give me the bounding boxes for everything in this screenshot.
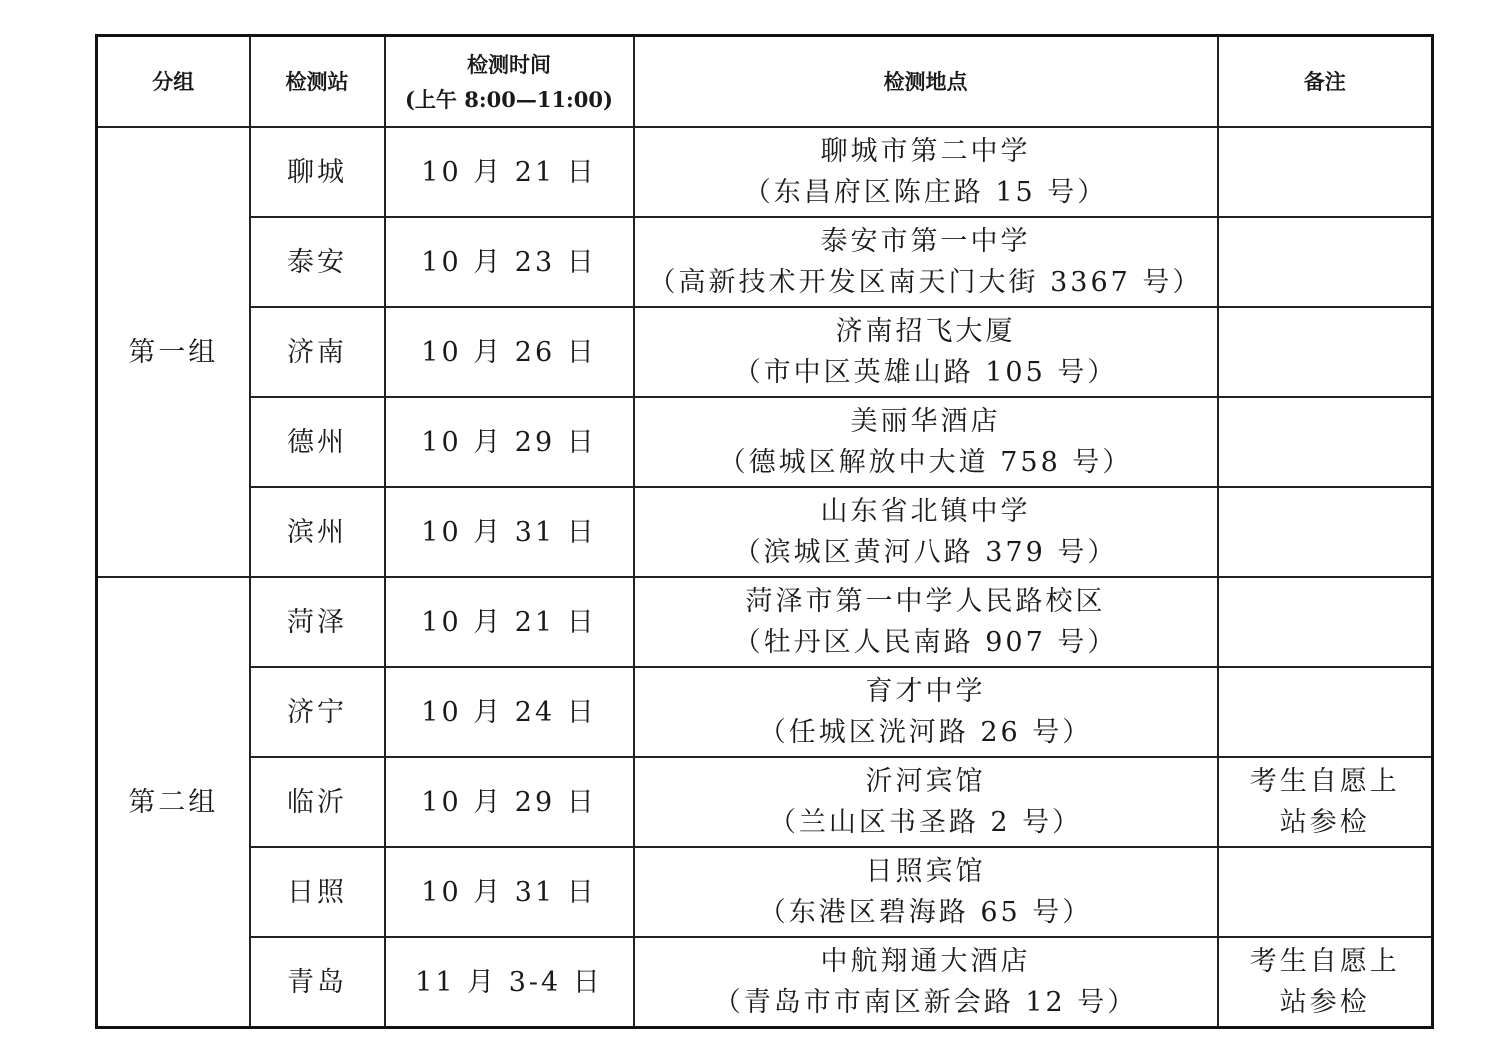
header-time (385, 36, 634, 128)
table-row (97, 307, 1433, 397)
location-cell (634, 487, 1218, 577)
station-cell: 德州 (250, 397, 385, 487)
venue-name: 济南招飞大厦 (835, 316, 1016, 347)
date-cell: 10 月 21 日 (385, 577, 634, 667)
header-location: 检测地点 (634, 36, 1218, 128)
note-line: 站参检 (1279, 807, 1370, 838)
location-cell (634, 757, 1218, 847)
note-cell (1218, 847, 1433, 937)
station-cell: 菏泽 (250, 577, 385, 667)
location-cell (634, 307, 1218, 397)
station-cell: 临沂 (250, 757, 385, 847)
table-row (97, 757, 1433, 847)
table-row (97, 577, 1433, 667)
group-name-cell: 第一组 (97, 127, 250, 577)
location-cell (634, 667, 1218, 757)
venue-name: 菏泽市第一中学人民路校区 (745, 586, 1106, 617)
note-cell (1218, 487, 1433, 577)
station-cell: 泰安 (250, 217, 385, 307)
date-cell: 11 月 3-4 日 (385, 937, 634, 1028)
table-row (97, 847, 1433, 937)
venue-address: （市中区英雄山路 105 号） (733, 357, 1118, 388)
location-cell (634, 847, 1218, 937)
station-cell: 青岛 (250, 937, 385, 1028)
venue-name: 聊城市第二中学 (820, 136, 1031, 167)
note-cell (1218, 397, 1433, 487)
note-line: 考生自愿上 (1249, 766, 1400, 797)
venue-address: （东港区碧海路 65 号） (758, 897, 1093, 928)
station-cell: 日照 (250, 847, 385, 937)
group-name-cell: 第二组 (97, 577, 250, 1028)
location-cell (634, 937, 1218, 1028)
date-cell: 10 月 26 日 (385, 307, 634, 397)
location-cell (634, 397, 1218, 487)
note-cell (1218, 937, 1433, 1028)
station-cell: 济南 (250, 307, 385, 397)
date-cell: 10 月 31 日 (385, 847, 634, 937)
venue-address: （任城区洸河路 26 号） (758, 717, 1093, 748)
table-row (97, 217, 1433, 307)
note-cell (1218, 127, 1433, 217)
exam-schedule-table (95, 34, 1434, 1029)
venue-name: 泰安市第一中学 (820, 226, 1031, 257)
table-row (97, 667, 1433, 757)
table-row (97, 487, 1433, 577)
note-cell (1218, 667, 1433, 757)
venue-address: （德城区解放中大道 758 号） (718, 447, 1133, 478)
table-row (97, 937, 1433, 1028)
note-line: 考生自愿上 (1249, 946, 1400, 977)
table-row (97, 397, 1433, 487)
date-cell: 10 月 23 日 (385, 217, 634, 307)
header-time-label: 检测时间 (467, 51, 551, 77)
venue-address: （高新技术开发区南天门大街 3367 号） (648, 267, 1203, 298)
note-cell (1218, 577, 1433, 667)
venue-name: 山东省北镇中学 (820, 496, 1031, 527)
date-cell: 10 月 24 日 (385, 667, 634, 757)
table-row (97, 127, 1433, 217)
date-cell: 10 月 29 日 (385, 397, 634, 487)
note-cell (1218, 217, 1433, 307)
header-time-range: (上午 8:00—11:00) (405, 86, 613, 112)
station-cell: 滨州 (250, 487, 385, 577)
venue-name: 沂河宾馆 (865, 766, 986, 797)
date-cell: 10 月 31 日 (385, 487, 634, 577)
venue-name: 日照宾馆 (865, 856, 986, 887)
note-line: 站参检 (1279, 987, 1370, 1018)
header-station: 检测站 (250, 36, 385, 128)
venue-address: （兰山区书圣路 2 号） (768, 807, 1083, 838)
venue-address: （青岛市市南区新会路 12 号） (713, 987, 1138, 1018)
station-cell: 聊城 (250, 127, 385, 217)
note-cell (1218, 757, 1433, 847)
venue-name: 育才中学 (865, 676, 986, 707)
header-group: 分组 (97, 36, 250, 128)
note-cell (1218, 307, 1433, 397)
header-note: 备注 (1218, 36, 1433, 128)
location-cell (634, 577, 1218, 667)
venue-name: 中航翔通大酒店 (820, 946, 1031, 977)
location-cell (634, 127, 1218, 217)
date-cell: 10 月 21 日 (385, 127, 634, 217)
station-cell: 济宁 (250, 667, 385, 757)
venue-address: （滨城区黄河八路 379 号） (733, 537, 1118, 568)
venue-address: （东昌府区陈庄路 15 号） (743, 177, 1108, 208)
location-cell (634, 217, 1218, 307)
header-row (97, 36, 1433, 128)
venue-name: 美丽华酒店 (850, 406, 1001, 437)
venue-address: （牡丹区人民南路 907 号） (733, 627, 1118, 658)
date-cell: 10 月 29 日 (385, 757, 634, 847)
